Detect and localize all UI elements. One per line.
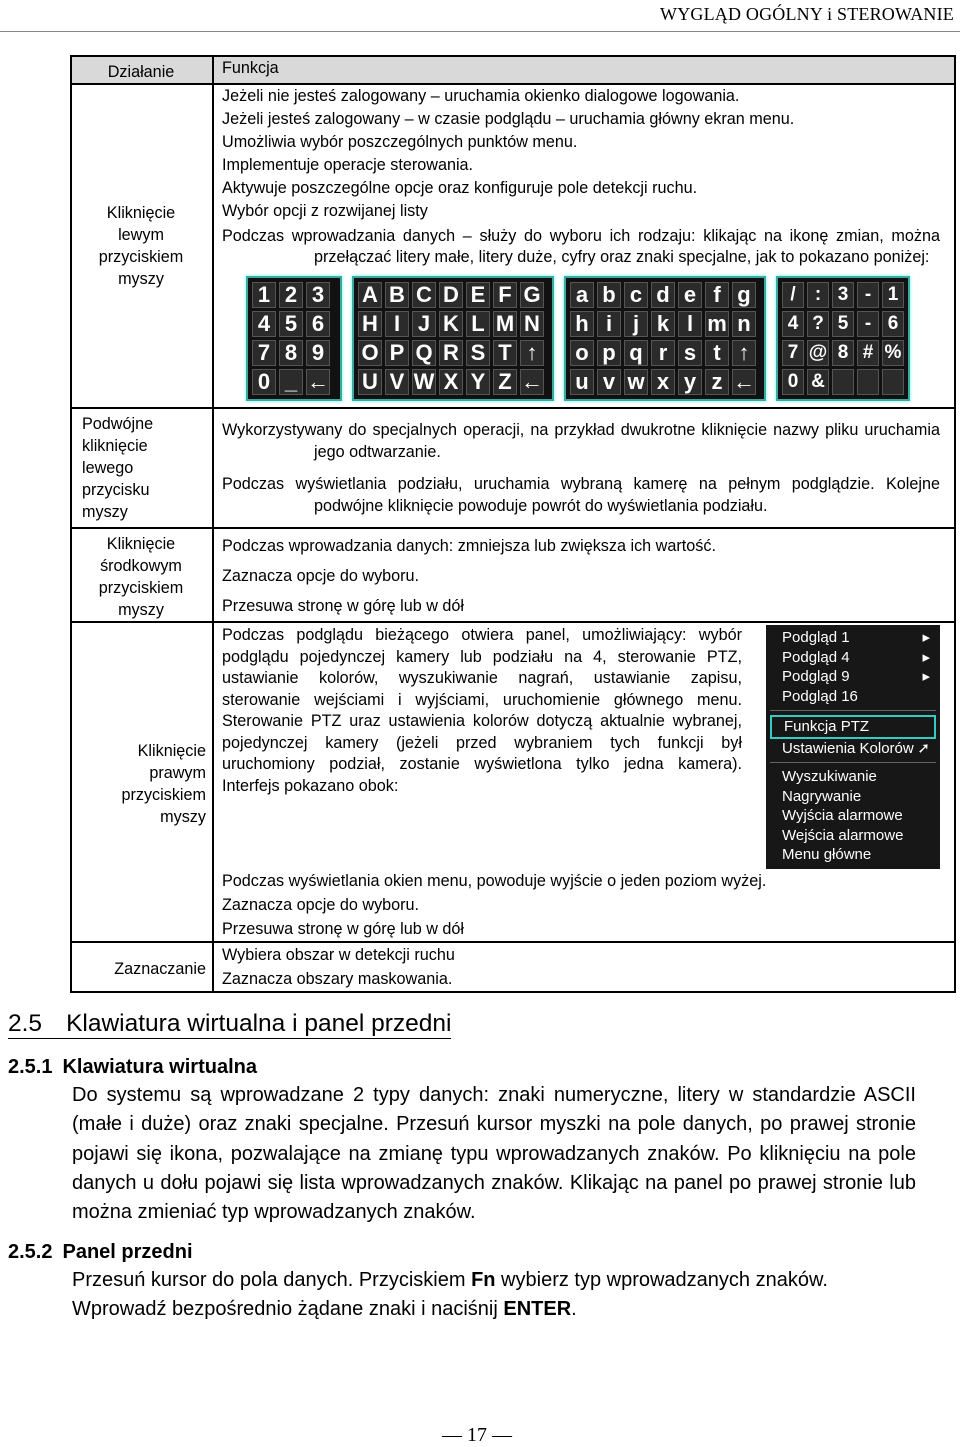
virtual-keyboard-text: Do systemu są wprowadzane 2 typy danych: znaki numeryczne, litery w standardzie ASCII (małe i duże) oraz znaki specjalne. Przesuń kursor myszki na pole danych, po prawej stronie pojawi się ikona, pozwalające na zmianę typu wprowadzanych znaków. Po kliknięciu na pole danych u dołu pojawi się lista wprowadzanych znaków. Klikając na panel po prawej stronie lub można zmieniać typ wprowadzanych znaków. [72, 1084, 916, 1224]
function-paragraph: Podczas podglądu bieżącego otwiera panel, umożliwiający: wybór podglądu pojedynczej kamery lub podziału na 4, sterowanie PTZ, ustawianie kolorów, wyszukiwanie nagrań, ustawianie zapisu, sterowanie wejściami i wyjściami, uruchomienie głównego menu. Sterowanie PTZ uraz ustawienia kolorów dotyczą aktualnie wybranej, pojedynczej kamery (jeżeli przed wybraniem tych funkcji był uruchomiony podział, zostanie wyświetlona tylko jedna kamera). Interfejs pokazano obok: [222, 626, 742, 795]
shift-key[interactable]: ↑ [520, 340, 544, 366]
header-rule [0, 31, 960, 32]
key[interactable]: ? [807, 311, 829, 337]
action-line: przycisku [82, 481, 150, 499]
page-header: WYGLĄD OGÓLNY i STEROWANIE [660, 4, 954, 24]
key[interactable]: / [782, 282, 804, 308]
key[interactable]: 4 [782, 311, 804, 337]
key[interactable]: 1 [252, 282, 276, 308]
key[interactable]: x [651, 369, 675, 395]
action-line: prawym [149, 763, 206, 782]
function-paragraph: Podczas wyświetlania podziału, uruchamia wybraną kamerę na pełnym podglądzie. Kolejne podwójne kliknięcie powoduje powrót do wyświetlania podziału. [222, 475, 940, 515]
key[interactable]: v [597, 369, 621, 395]
key[interactable]: i [597, 311, 621, 337]
key[interactable]: O [358, 340, 382, 366]
key[interactable]: W [413, 369, 435, 394]
function-middle-click [213, 528, 955, 622]
key[interactable]: 3 [832, 282, 854, 308]
action-line: Kliknięcie [106, 535, 176, 553]
key[interactable]: 0 [782, 369, 804, 395]
action-line: Kliknięcie [137, 741, 206, 760]
menu-item[interactable]: Podgląd 16 [782, 687, 858, 705]
function-line: Przesuwa stronę w górę lub w dół [222, 597, 465, 615]
action-double-click [71, 408, 213, 528]
key[interactable]: 4 [252, 311, 276, 337]
key[interactable]: l [678, 311, 702, 337]
subsection-title: Panel przedni [62, 1241, 193, 1263]
key[interactable]: y [678, 369, 702, 395]
key[interactable]: - [857, 282, 879, 308]
function-line: Zaznacza opcje do wyboru. [222, 567, 420, 585]
action-line: myszy [82, 503, 128, 521]
function-line: Wybór opcji z rozwijanej listy [222, 202, 428, 220]
key[interactable]: S [466, 340, 490, 366]
key[interactable]: C [412, 282, 436, 308]
key[interactable]: U [358, 369, 382, 395]
function-double-click [213, 408, 955, 528]
key[interactable] [832, 369, 854, 395]
menu-item[interactable]: Wyszukiwanie [782, 768, 877, 785]
context-menu [766, 625, 940, 869]
action-line: przyciskiem [121, 785, 206, 804]
key[interactable]: # [857, 340, 879, 366]
key[interactable]: g [732, 282, 756, 308]
key[interactable]: n [732, 311, 756, 337]
key[interactable]: 0 [252, 369, 276, 395]
table-row [71, 84, 955, 408]
key[interactable]: R [439, 340, 463, 366]
section-title: Klawiatura wirtualna i panel przedni [66, 1010, 452, 1037]
action-line: myszy [118, 270, 164, 288]
key[interactable]: r [651, 340, 675, 366]
function-line: Jeżeli nie jesteś zalogowany – uruchamia okienko dialogowe logowania. [222, 87, 740, 105]
header-function: Funkcja [213, 56, 955, 84]
key[interactable]: D [439, 282, 463, 308]
function-paragraph: Wykorzystywany do specjalnych operacji, na przykład dwukrotne kliknięcie nazwy pliku uruchamia jego odtwarzanie. [222, 421, 940, 461]
key[interactable]: q [624, 340, 648, 366]
table-row [71, 622, 955, 942]
menu-item[interactable]: Wejścia alarmowe [782, 826, 904, 844]
subsection-number: 2.5.1 [8, 1056, 53, 1078]
key[interactable]: j [624, 311, 648, 337]
function-line: Wybiera obszar w detekcji ruchu [222, 945, 455, 964]
key[interactable]: N [520, 311, 544, 337]
function-line: Podczas wyświetlania okien menu, powoduje wyjście o jeden poziom wyżej. [222, 871, 767, 890]
arrow-right-icon: ▸ [922, 648, 930, 666]
key[interactable]: H [358, 311, 382, 337]
key[interactable]: Z [493, 369, 517, 395]
key[interactable]: @ [807, 340, 829, 366]
key[interactable]: o [570, 340, 594, 366]
section-number: 2.5 [8, 1010, 43, 1037]
function-line: Jeżeli jesteś zalogowany – w czasie podglądu – uruchamia główny ekran menu. [222, 110, 795, 128]
function-line: Podczas wprowadzania danych: zmniejsza lub zwiększa ich wartość. [222, 537, 716, 555]
lowercase-keyboard [564, 276, 766, 401]
subsection-number: 2.5.2 [8, 1241, 53, 1263]
key[interactable]: h [570, 311, 594, 337]
action-line: myszy [160, 807, 206, 826]
table-header-row [71, 56, 955, 84]
key[interactable]: m [705, 311, 729, 337]
action-line: przyciskiem [98, 579, 184, 597]
menu-item[interactable]: Podgląd 9 ▸ [782, 668, 930, 685]
key[interactable]: & [807, 369, 829, 395]
key[interactable]: 3 [306, 282, 330, 308]
shift-key[interactable]: ↑ [732, 340, 756, 366]
table-row [71, 408, 955, 528]
key[interactable]: k [651, 311, 675, 337]
key[interactable]: E [466, 282, 490, 308]
action-line: przyciskiem [98, 248, 184, 266]
function-left-click [213, 84, 955, 408]
key[interactable]: d [651, 282, 675, 308]
action-line: Podwójne [82, 415, 154, 433]
menu-item[interactable]: Ustawienia Kolorów ➚ [782, 739, 930, 757]
key[interactable]: 5 [279, 311, 303, 337]
page-number: — 17 — [442, 1424, 512, 1446]
action-line: Kliknięcie [106, 204, 176, 222]
key[interactable]: 2 [279, 282, 303, 308]
key[interactable]: t [705, 340, 729, 366]
key[interactable]: J [412, 311, 436, 337]
key[interactable]: F [493, 282, 517, 308]
special-keyboard [776, 276, 910, 401]
backspace-key[interactable]: ← [307, 369, 329, 394]
subsection-heading [8, 1056, 257, 1079]
action-line: lewym [118, 226, 164, 244]
table-row [71, 528, 955, 622]
key[interactable]: 5 [832, 311, 854, 337]
key[interactable]: K [439, 311, 463, 337]
action-line: kliknięcie [82, 437, 148, 455]
section-heading [8, 1010, 451, 1039]
key[interactable]: _ [279, 369, 303, 395]
key[interactable]: G [520, 282, 544, 308]
function-right-click [213, 622, 955, 942]
key[interactable]: 1 [882, 282, 904, 308]
key[interactable]: T [493, 340, 517, 366]
key[interactable]: B [385, 282, 409, 308]
function-selection [213, 942, 955, 992]
menu-item[interactable]: Menu główne [782, 846, 872, 863]
action-line: środkowym [100, 557, 182, 575]
function-line: Aktywuje poszczególne opcje oraz konfiguruje pole detekcji ruchu. [222, 179, 698, 197]
key[interactable]: - [857, 311, 879, 337]
key[interactable]: L [466, 311, 490, 337]
arrow-right-icon: ▸ [922, 629, 930, 646]
key[interactable]: Q [412, 340, 436, 366]
key[interactable]: s [678, 340, 702, 366]
subsection-heading [8, 1241, 193, 1264]
key[interactable]: 6 [306, 311, 330, 337]
function-line: Implementuje operacje sterowania. [222, 156, 474, 174]
function-line: Przesuwa stronę w górę lub w dół [222, 919, 465, 938]
menu-separator [770, 762, 936, 763]
key[interactable]: w [624, 369, 648, 395]
key[interactable]: 6 [882, 311, 904, 337]
key[interactable]: A [358, 282, 382, 308]
key[interactable]: M [493, 311, 517, 337]
uppercase-keyboard [352, 276, 554, 401]
key[interactable]: z [705, 369, 729, 395]
key[interactable]: e [678, 282, 702, 308]
menu-item[interactable]: Podgląd 1 ▸ [782, 629, 930, 646]
function-line: Zaznacza opcje do wyboru. [222, 895, 420, 914]
key[interactable] [882, 369, 904, 395]
menu-item[interactable]: Nagrywanie [782, 787, 862, 805]
key[interactable]: f [705, 282, 729, 308]
key[interactable]: p [597, 340, 621, 366]
key[interactable]: X [439, 369, 463, 395]
key[interactable]: a [570, 282, 594, 308]
key[interactable]: I [385, 311, 409, 337]
key[interactable]: b [597, 282, 621, 308]
mouse-functions-table [70, 55, 956, 993]
action-right-click [71, 622, 213, 942]
key[interactable]: Y [466, 369, 490, 395]
action-left-click [71, 84, 213, 408]
key[interactable]: 8 [832, 340, 854, 366]
backspace-key[interactable]: ← [521, 369, 543, 394]
action-middle-click [71, 528, 213, 622]
function-line: Umożliwia wybór poszczególnych punktów menu. [222, 133, 578, 151]
cursor-icon: ➚ [917, 739, 930, 757]
table-row [71, 942, 955, 992]
action-line: myszy [118, 601, 164, 619]
menu-separator [770, 710, 936, 711]
action-line: lewego [82, 459, 134, 477]
key[interactable]: 8 [279, 340, 303, 366]
virtual-keyboards [246, 276, 940, 401]
key[interactable] [857, 369, 879, 395]
front-panel-text: Przesuń kursor do pola danych. Przyciskiem Fn wybierz typ wprowadzanych znaków. Wprowadź bezpośrednio żądane znaki i naciśnij ENTER. [72, 1269, 828, 1321]
arrow-right-icon: ▸ [922, 668, 930, 685]
function-paragraph: Podczas wprowadzania danych – służy do wyboru ich rodzaju: klikając na ikonę zmian, można przełączać litery małe, litery duże, cyfry oraz znaki specjalne, jak to pokazano poniżej: [222, 227, 940, 266]
backspace-key[interactable]: ← [733, 369, 755, 394]
header-action: Działanie [71, 56, 213, 84]
key[interactable]: 7 [252, 340, 276, 366]
key[interactable]: : [807, 282, 829, 308]
function-line: Zaznacza obszary maskowania. [222, 969, 453, 988]
key[interactable]: % [882, 340, 904, 366]
key[interactable]: 7 [782, 340, 804, 366]
key[interactable]: P [385, 340, 409, 366]
menu-item[interactable]: Podgląd 4 ▸ [782, 648, 930, 666]
key[interactable]: 9 [306, 340, 330, 366]
menu-item-selected[interactable]: Funkcja PTZ [770, 715, 936, 739]
menu-item[interactable]: Wyjścia alarmowe [782, 807, 903, 824]
action-selection: Zaznaczanie [71, 942, 213, 992]
subsection-title: Klawiatura wirtualna [62, 1056, 257, 1078]
numeric-keyboard [246, 276, 342, 401]
key[interactable]: u [570, 369, 594, 395]
key[interactable]: c [624, 282, 648, 308]
key[interactable]: V [385, 369, 409, 395]
